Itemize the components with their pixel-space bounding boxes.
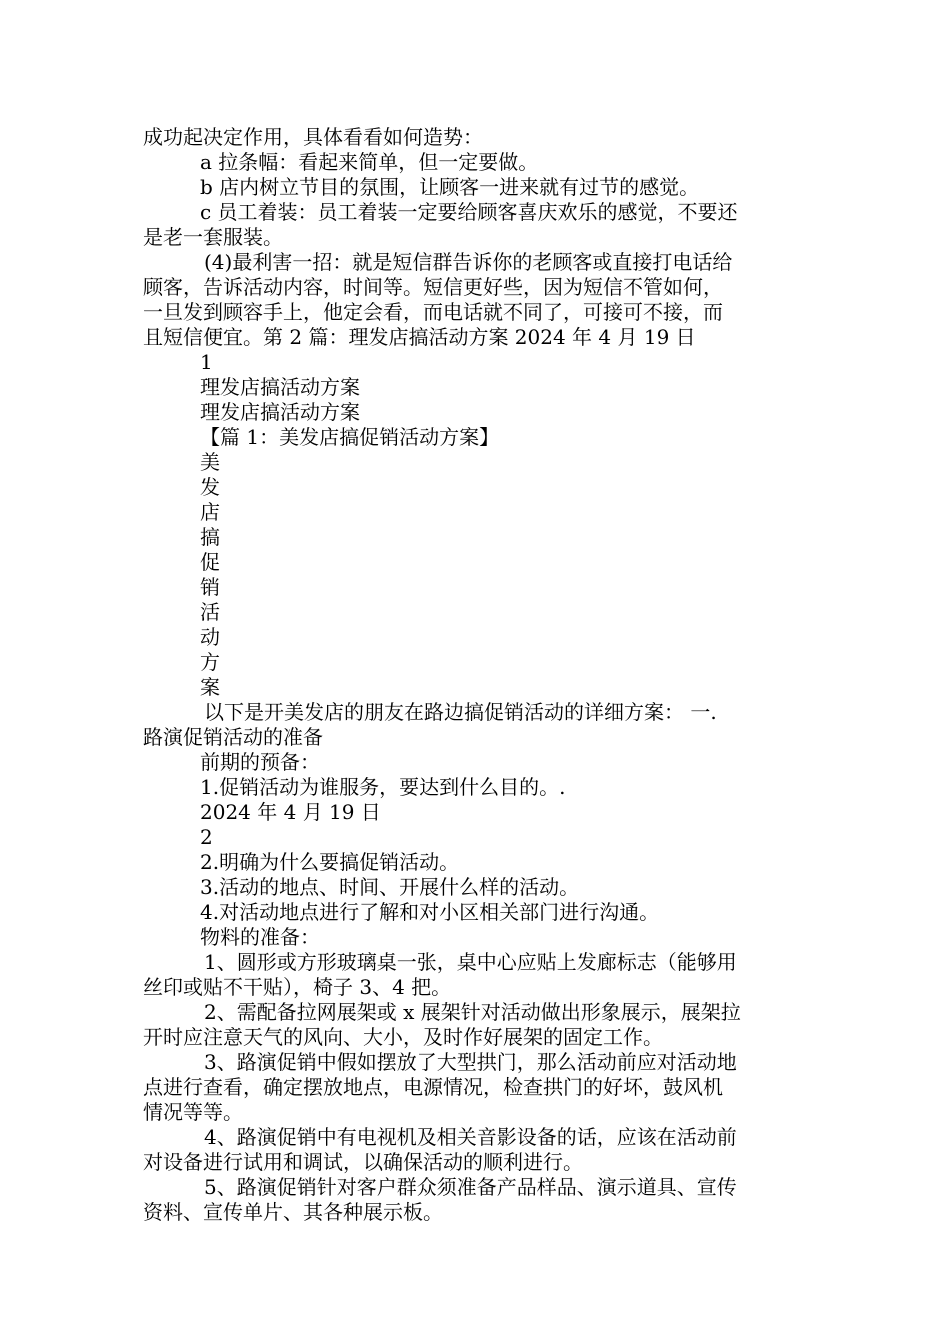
vertical-char: 发 [200,475,220,499]
vertical-char: 美 [200,450,220,474]
text-line: 以下是开美发店的朋友在路边搞促销活动的详细方案： 一. [204,700,717,724]
text-line: 资料、宣传单片、其各种展示板。 [143,1200,443,1224]
text-line: 丝印或贴不干贴），椅子 3、4 把。 [143,975,452,999]
text-line: b 店内树立节目的氛围，让顾客一进来就有过节的感觉。 [200,175,700,199]
vertical-char: 动 [200,625,220,649]
page-number: 2 [200,825,213,849]
section-title: 【篇 1：美发店搞促销活动方案】 [200,425,500,449]
text-line: 5、路演促销针对客户群众须准备产品样品、演示道具、宣传 [204,1175,737,1199]
text-line: 物料的准备： [200,925,320,949]
text-line: (4)最利害一招：就是短信群告诉你的老顾客或直接打电话给 [204,250,733,274]
text-line: 一旦发到顾容手上，他定会看，而电话就不同了，可接可不接，而 [143,300,723,324]
vertical-char: 方 [200,650,220,674]
page-number: 1 [200,350,213,374]
vertical-char: 活 [200,600,220,624]
text-line: 1、圆形或方形玻璃桌一张，桌中心应贴上发廊标志（能够用 [204,950,737,974]
heading: 理发店搞活动方案 [200,400,360,424]
text-line: 开时应注意天气的风向、大小，及时作好展架的固定工作。 [143,1025,663,1049]
text-line: c 员工着装：员工着装一定要给顾客喜庆欢乐的感觉，不要还 [200,200,738,224]
text-line: 顾客，告诉活动内容，时间等。短信更好些，因为短信不管如何， [143,275,723,299]
text-line: 情况等等。 [143,1100,243,1124]
text-line: 4.对活动地点进行了解和对小区相关部门进行沟通。 [200,900,660,924]
text-line: 前期的预备： [200,750,320,774]
text-line: a 拉条幅：看起来简单，但一定要做。 [200,150,539,174]
text-line: 成功起决定作用，具体看看如何造势： [143,125,483,149]
vertical-char: 店 [200,500,220,524]
vertical-char: 案 [200,675,220,699]
vertical-char: 促 [200,550,220,574]
text-line: 路演促销活动的准备 [143,725,323,749]
text-line: 2.明确为什么要搞促销活动。 [200,850,460,874]
text-line: 对设备进行试用和调试，以确保活动的顺利进行。 [143,1150,583,1174]
text-line: 4、路演促销中有电视机及相关音影设备的话，应该在活动前 [204,1125,737,1149]
text-line: 2、需配备拉网展架或 x 展架针对活动做出形象展示，展架拉 [204,1000,741,1024]
vertical-char: 销 [200,575,220,599]
heading: 理发店搞活动方案 [200,375,360,399]
text-line: 且短信便宜。第 2 篇：理发店搞活动方案 2024 年 4 月 19 日 [143,325,696,349]
text-line: 3.活动的地点、时间、开展什么样的活动。 [200,875,580,899]
vertical-char: 搞 [200,525,220,549]
date-line: 2024 年 4 月 19 日 [200,800,381,824]
text-line: 点进行查看，确定摆放地点，电源情况，检查拱门的好坏，鼓风机 [143,1075,723,1099]
text-line: 3、路演促销中假如摆放了大型拱门，那么活动前应对活动地 [204,1050,737,1074]
text-line: 是老一套服装。 [143,225,283,249]
text-line: 1.促销活动为谁服务，要达到什么目的。. [200,775,566,799]
